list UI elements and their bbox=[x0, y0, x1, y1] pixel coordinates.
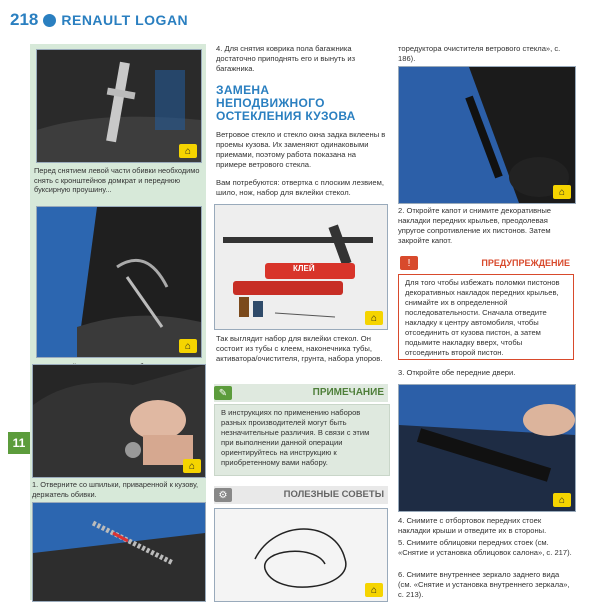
camera-icon: ⌂ bbox=[365, 583, 383, 597]
note-text: В инструкциях по применению наборов разных производителей могут быть незначительные различия. В связи с этим при выполнении данной операции ориентируйтесь на инструкцию к приобретенному вами набору. bbox=[221, 408, 370, 467]
note-icon: ✎ bbox=[214, 386, 232, 400]
camera-icon: ⌂ bbox=[553, 185, 571, 199]
brand-title: RENAULT LOGAN bbox=[61, 12, 189, 28]
pillar-photo bbox=[398, 384, 576, 512]
step-4: 4. Снимите с отбортовок передних стоек накладки крыши и отведите их в стороны. bbox=[398, 516, 547, 535]
note-title: ПРИМЕЧАНИЕ bbox=[312, 387, 384, 398]
wiper-photo bbox=[398, 66, 576, 204]
camera-icon: ⌂ bbox=[179, 339, 197, 353]
warning-text: Для того чтобы избежать поломки пистонов декоративных накладок передних крыльев, снимайте их в определенной последовательности. Сначала отведите накладку к центру автомобиля, чтобы отсоединить от кузова пистон, а затем подымите накладку вверх, чтобы отсоединить второй пистон. bbox=[405, 278, 560, 357]
trunk-photo-clip bbox=[32, 364, 206, 478]
step-6: 6. Снимите внутреннее зеркало заднего вида (см. «Снятие и установка внутреннего зеркала», с. 213). bbox=[398, 570, 570, 599]
step-2: 2. Откройте капот и снимите декоративные накладки передних крыльев, преодолевая упругое сопротивление их пистонов. Затем закройте капот. bbox=[398, 206, 551, 245]
camera-icon: ⌂ bbox=[183, 459, 201, 473]
chapter-tab: 11 bbox=[8, 432, 30, 454]
section-para-1: Ветровое стекло и стекло окна задка вклеены в проемы кузова. Их заменяют одинаковыми приемами, поэтому работа показана на примере ветрового стекла. bbox=[216, 130, 386, 169]
col3-top-text: торедуктора очистителя ветрового стекла», с. 186). bbox=[398, 44, 561, 63]
warning-title: ПРЕДУПРЕЖДЕНИЕ bbox=[481, 258, 570, 268]
warning-box bbox=[398, 274, 574, 360]
tips-title: ПОЛЕЗНЫЕ СОВЕТЫ bbox=[283, 489, 384, 500]
wire-photo bbox=[214, 508, 388, 602]
note-header bbox=[214, 384, 388, 402]
camera-icon: ⌂ bbox=[365, 311, 383, 325]
section-para-2: Вам потребуются: отвертка с плоским лезвием, шило, нож, набор для вклейки стекол. bbox=[216, 178, 384, 197]
camera-icon: ⌂ bbox=[179, 144, 197, 158]
step-5: 5. Снимите облицовки передних стоек (см. «Снятие и установка облицовок салона», с. 217). bbox=[398, 538, 572, 557]
caption-1: Перед снятием левой части обивки необходимо снять с кронштейнов домкрат и переднюю буксирную проушину... bbox=[34, 166, 200, 195]
trunk-photo-jack bbox=[36, 49, 202, 163]
kit-label: КЛЕЙ bbox=[293, 264, 315, 273]
note-box bbox=[214, 404, 390, 476]
intro-text: 4. Для снятия коврика пола багажника достаточно приподнять его и вынуть из багажника. bbox=[216, 44, 356, 73]
warning-header bbox=[398, 256, 574, 272]
page-header bbox=[10, 10, 188, 30]
step-3: 3. Откройте обе передние двери. bbox=[398, 368, 516, 377]
trunk-photo-key bbox=[36, 206, 202, 358]
trunk-photo-spring bbox=[32, 502, 206, 602]
brand-dot-icon bbox=[43, 14, 56, 27]
page-number: 218 bbox=[10, 10, 39, 29]
camera-icon: ⌂ bbox=[553, 493, 571, 507]
caption-3: 1. Отверните со шпильки, приваренной к кузову, держатель обивки. bbox=[32, 480, 199, 499]
glue-kit-photo bbox=[214, 204, 388, 330]
tips-icon: ⚙ bbox=[214, 488, 232, 502]
section-heading: ЗАМЕНА НЕПОДВИЖНОГО ОСТЕКЛЕНИЯ КУЗОВА bbox=[216, 83, 356, 123]
jack-illustration bbox=[37, 50, 201, 162]
kit-caption: Так выглядит набор для вклейки стекол. Он состоит из тубы с клеем, наконечника тубы, активатора/очистителя, грунта, набора упоров. bbox=[216, 334, 383, 363]
warning-icon: ! bbox=[400, 256, 418, 270]
tips-header bbox=[214, 486, 388, 504]
